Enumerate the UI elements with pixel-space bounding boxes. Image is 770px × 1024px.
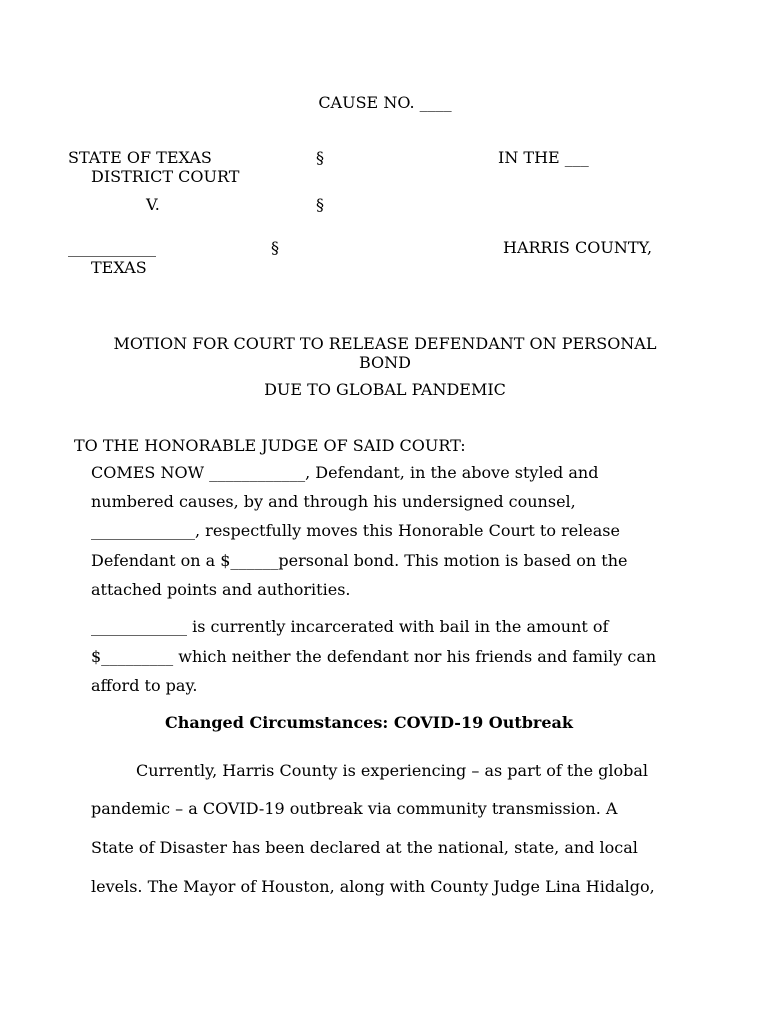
section-heading: Changed Circumstances: COVID-19 Outbreak — [165, 713, 573, 732]
paragraph-line: Currently, Harris County is experiencing – as part of the global — [136, 761, 649, 780]
cause-number: CAUSE NO. ____ — [318, 93, 452, 112]
caption-versus: V. — [146, 195, 160, 214]
caption-defendant-blank: ___________ — [68, 238, 156, 257]
motion-title-line: MOTION FOR COURT TO RELEASE DEFENDANT ON PERSONAL — [113, 334, 657, 353]
motion-subtitle: DUE TO GLOBAL PANDEMIC — [264, 380, 506, 399]
paragraph-line: ____________ is currently incarcerated with bail in the amount of — [91, 617, 609, 636]
paragraph-line: attached points and authorities. — [91, 580, 351, 599]
caption-plaintiff: STATE OF TEXAS — [68, 148, 212, 167]
caption-court: IN THE ___ — [498, 148, 589, 167]
caption-county: HARRIS COUNTY, — [503, 238, 653, 257]
paragraph-line: afford to pay. — [91, 676, 198, 695]
paragraph-line: State of Disaster has been declared at the national, state, and local — [91, 838, 638, 857]
section-symbol: § — [271, 238, 279, 257]
section-symbol: § — [316, 195, 324, 214]
motion-title-line: BOND — [359, 353, 411, 372]
paragraph-line: levels. The Mayor of Houston, along with County Judge Lina Hidalgo, — [91, 877, 655, 896]
paragraph-line: numbered causes, by and through his undersigned counsel, — [91, 492, 576, 511]
caption-county-continued: TEXAS — [91, 258, 147, 277]
paragraph-line: pandemic – a COVID-19 outbreak via community transmission. A — [91, 799, 618, 818]
paragraph-line: $_________ which neither the defendant nor his friends and family can — [91, 647, 657, 666]
paragraph-line: Defendant on a $______personal bond. This motion is based on the — [91, 551, 628, 570]
caption-court-continued: DISTRICT COURT — [91, 167, 240, 186]
paragraph-line: COMES NOW ____________, Defendant, in the above styled and — [91, 463, 599, 482]
section-symbol: § — [316, 148, 324, 167]
paragraph-line: _____________, respectfully moves this Honorable Court to release — [91, 521, 620, 540]
salutation: TO THE HONORABLE JUDGE OF SAID COURT: — [74, 436, 466, 455]
